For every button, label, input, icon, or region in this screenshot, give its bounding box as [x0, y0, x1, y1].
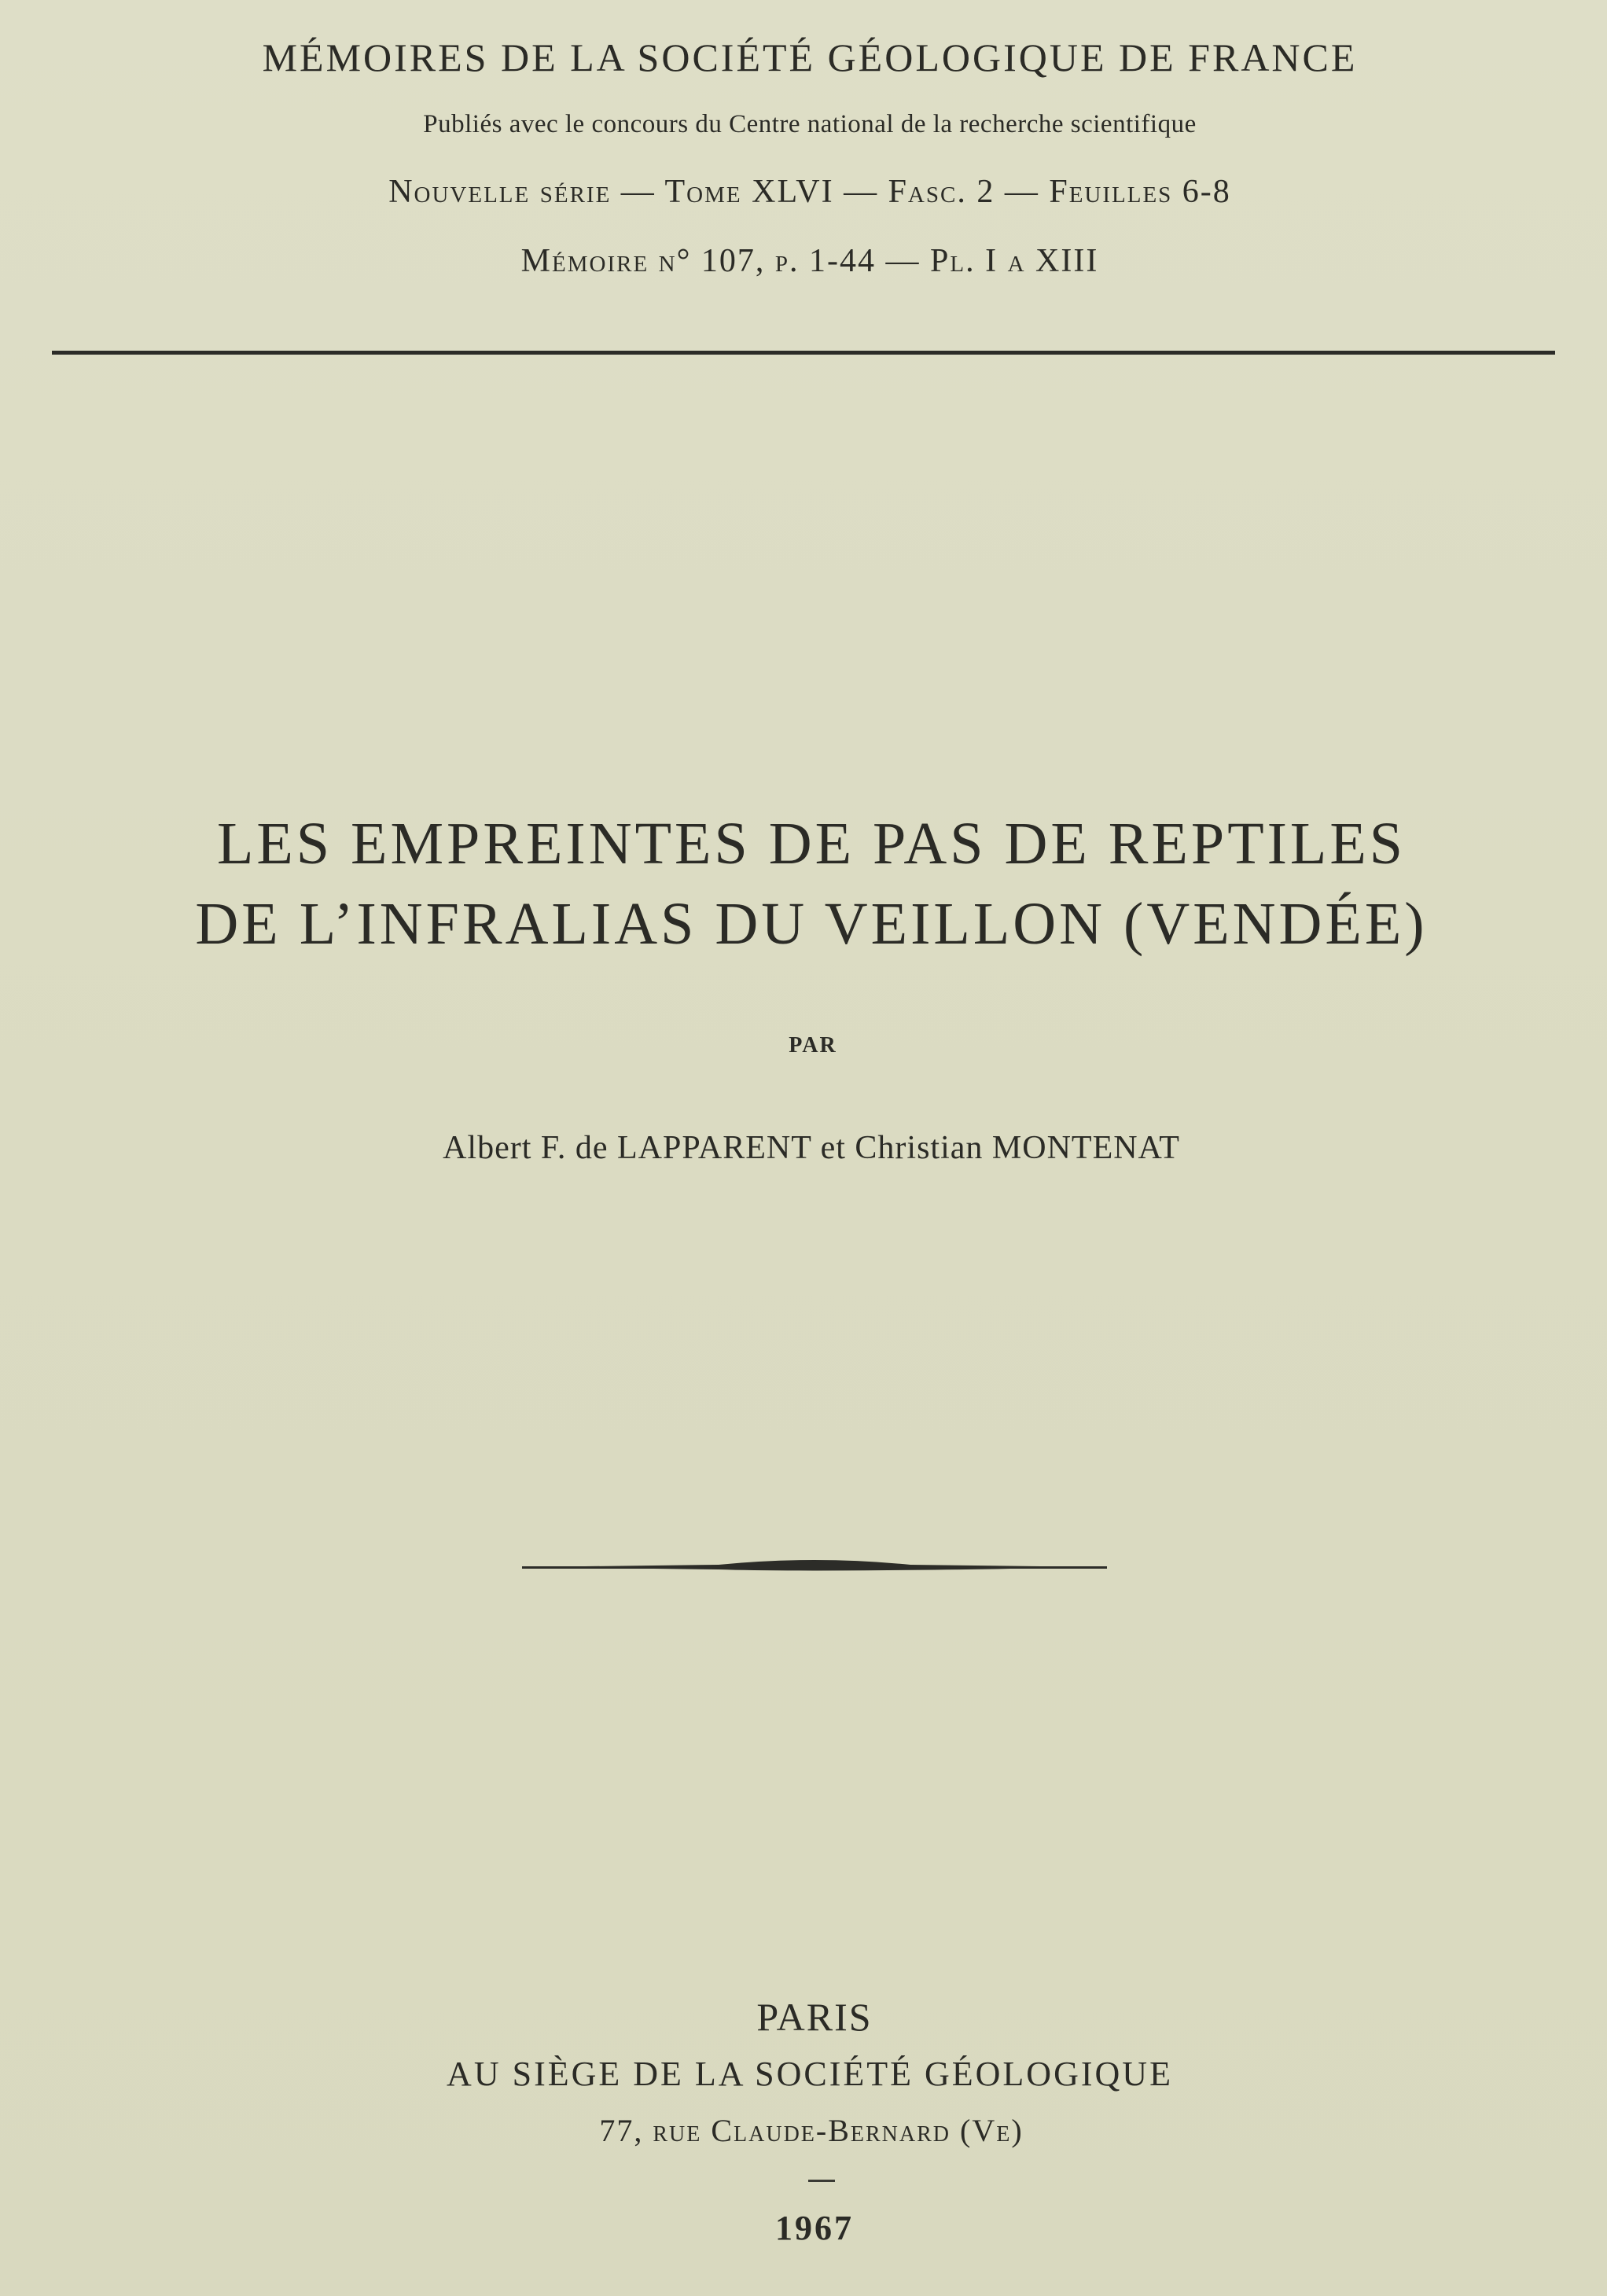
by-label: PAR	[789, 1033, 837, 1058]
main-title-line-1: LES EMPREINTES DE PAS DE REPTILES	[216, 811, 1407, 877]
main-title-line-2: DE L’INFRALIAS DU VEILLON (VENDÉE)	[195, 891, 1428, 957]
society-seat: AU SIÈGE DE LA SOCIÉTÉ GÉOLOGIQUE	[447, 2055, 1173, 2093]
ornamental-rule	[522, 1555, 1107, 1579]
journal-title: MÉMOIRES DE LA SOCIÉTÉ GÉOLOGIQUE DE FRANCE	[262, 35, 1358, 79]
society-address: 77, rue Claude-Bernard (Ve)	[599, 2113, 1024, 2148]
imprint-dash	[808, 2180, 835, 2182]
memoir-line: Mémoire n° 107, p. 1-44 — Pl. I a XIII	[520, 243, 1099, 279]
header-divider	[52, 351, 1555, 355]
series-line: Nouvelle série — Tome XLVI — Fasc. 2 — Feuilles 6-8	[388, 174, 1231, 210]
publisher-line: Publiés avec le concours du Centre national de la recherche scientifique	[423, 110, 1197, 138]
authors: Albert F. de LAPPARENT et Christian MONTENAT	[443, 1130, 1180, 1166]
publication-city: PARIS	[756, 1995, 873, 2039]
publication-year: 1967	[775, 2209, 854, 2247]
